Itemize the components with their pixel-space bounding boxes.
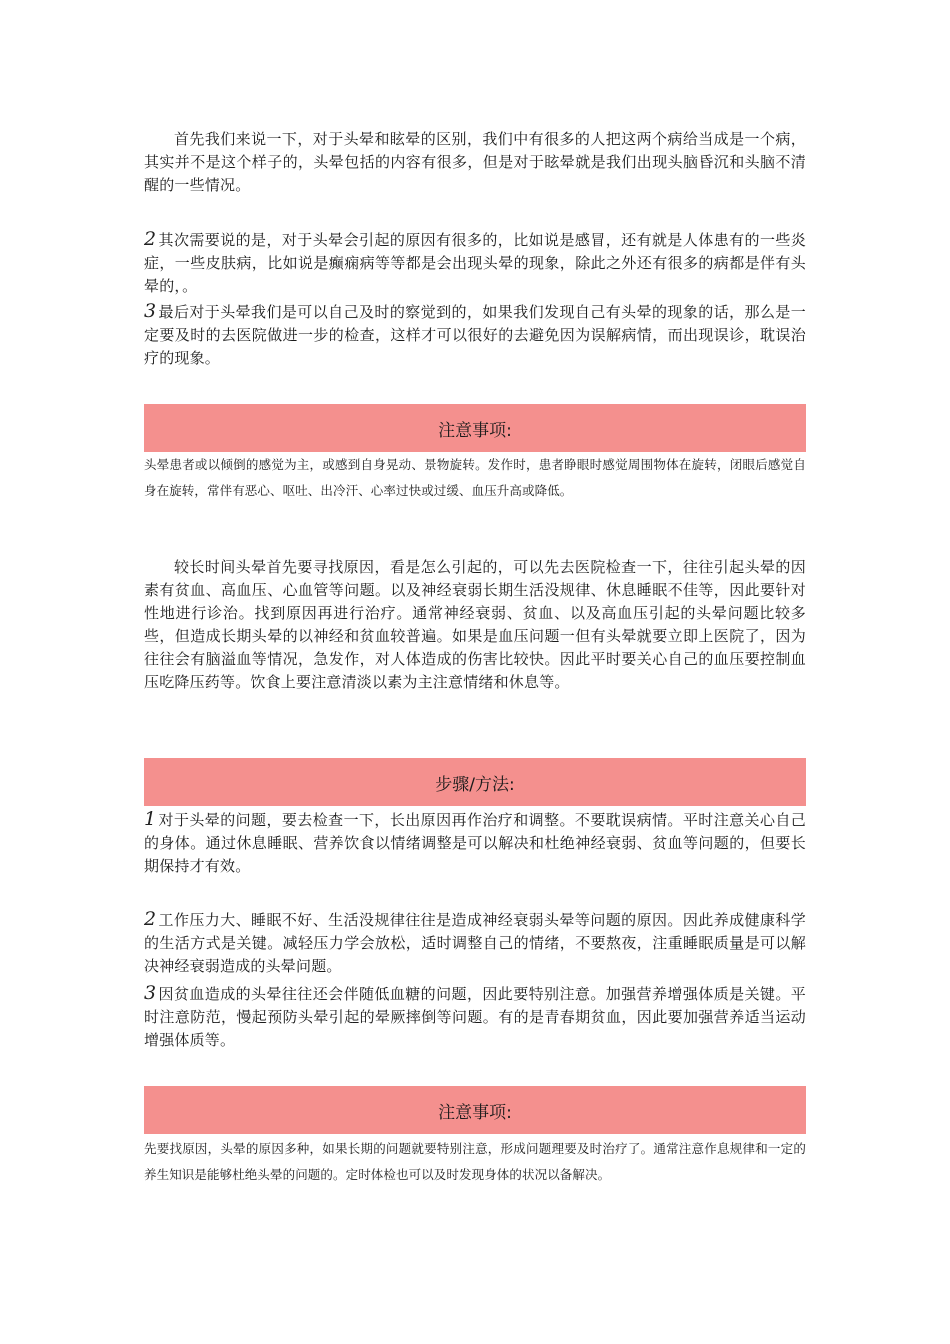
note-1-text: 头晕患者或以倾倒的感觉为主，或感到自身晃动、景物旋转。发作时，患者睁眼时感觉周围物体在旋转，闭眼后感觉自身在旋转，常伴有恶心、呕吐、出冷汗、心率过快或过缓、血压升高或降低。 [144, 457, 806, 498]
step-1-text: 对于头晕的问题，要去检查一下，长出原因再作治疗和调整。不要耽误病情。平时注意关心自己的身体。通过休息睡眠、营养饮食以情绪调整是可以解决和杜绝神经衰弱、贫血等问题的，但要长期保持才有效。 [144, 811, 806, 875]
note-banner-2: 注意事项: [144, 1086, 806, 1134]
middle-paragraph: 较长时间头晕首先要寻找原因，看是怎么引起的，可以先去医院检查一下，往往引起头晕的因素有贫血、高血压、心血管等问题。以及神经衰弱长期生活没规律、休息睡眠不佳等，因此要针对性地进行诊治。找到原因再进行治疗。通常神经衰弱、贫血、以及高血压引起的头晕问题比较多些，但造成长期头晕的以神经和贫血较普遍。如果是血压问题一但有头晕就要立即上医院了，因为往往会有脑溢血等情况，急发作，对人体造成的伤害比较快。因此平时要关心自己的血压要控制血压吃降压药等。饮食上要注意清淡以素为主注意情绪和休息等。 [144, 558, 806, 691]
note-banner-1: 注意事项: [144, 404, 806, 452]
point-3-text: 最后对于头晕我们是可以自己及时的察觉到的，如果我们发现自己有头晕的现象的话，那么是一定要及时的去医院做进一步的检查，这样才可以很好的去避免因为误解病情，而出现误诊，耽误治疗的现象。 [144, 303, 806, 367]
point-2-number: 2 [144, 228, 157, 250]
point-3-number: 3 [144, 300, 157, 322]
step-1-paragraph [144, 808, 806, 878]
point-3-paragraph [144, 300, 806, 370]
step-2-paragraph [144, 908, 806, 978]
step-2-text: 工作压力大、睡眠不好、生活没规律往往是造成神经衰弱头晕等问题的原因。因此养成健康科学的生活方式是关键。减轻压力学会放松，适时调整自己的情绪，不要熬夜，注重睡眠质量是可以解决神经衰弱造成的头晕问题。 [144, 911, 806, 975]
intro-paragraph: 首先我们来说一下，对于头晕和眩晕的区别，我们中有很多的人把这两个病给当成是一个病，其实并不是这个样子的，头晕包括的内容有很多，但是对于眩晕就是我们出现头脑昏沉和头脑不清醒的一些情况。 [144, 130, 806, 194]
step-2-number: 2 [144, 908, 157, 930]
step-3-text: 因贫血造成的头晕往往还会伴随低血糖的问题，因此要特别注意。加强营养增强体质是关键。平时注意防范，慢起预防头晕引起的晕厥摔倒等问题。有的是青春期贫血，因此要加强营养适当运动增强体质等。 [144, 985, 806, 1049]
step-3-number: 3 [144, 982, 157, 1004]
note-2-text: 先要找原因，头晕的原因多种，如果长期的问题就要特别注意，形成问题理要及时治疗了。通常注意作息规律和一定的养生知识是能够杜绝头晕的问题的。定时体检也可以及时发现身体的状况以备解决。 [144, 1141, 806, 1182]
point-2-text: 其次需要说的是，对于头晕会引起的原因有很多的，比如说是感冒，还有就是人体患有的一些炎症，一些皮肤病，比如说是癫痫病等等都是会出现头晕的现象，除此之外还有很多的病都是伴有头晕的，。 [144, 231, 806, 295]
steps-banner: 步骤/方法: [144, 758, 806, 806]
step-1-number: 1 [144, 808, 157, 830]
point-2-paragraph [144, 228, 806, 298]
step-3-paragraph [144, 982, 806, 1052]
